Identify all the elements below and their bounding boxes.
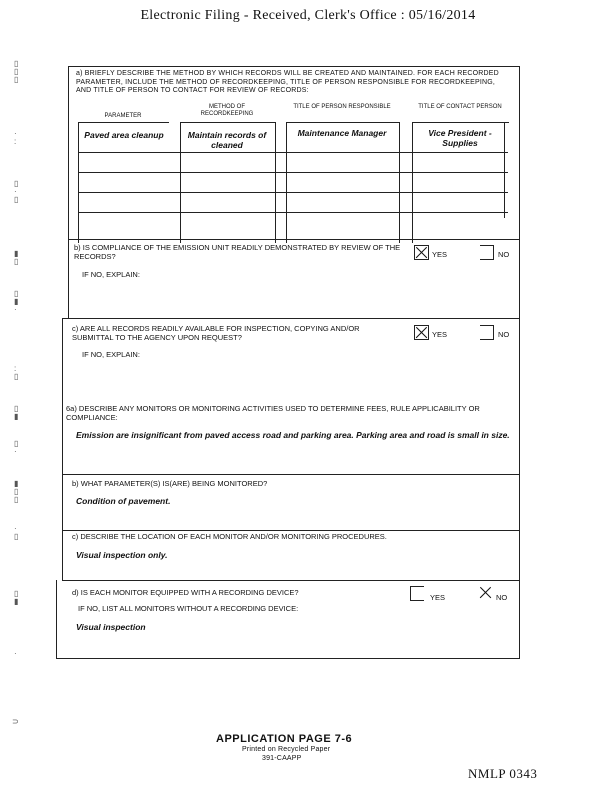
margin-mark: : ▯ bbox=[14, 364, 19, 381]
recording-yes-checkbox[interactable] bbox=[410, 586, 424, 601]
margin-mark: ▯ ▮ bbox=[14, 404, 19, 421]
compliance-yes-checkbox[interactable] bbox=[414, 245, 429, 260]
recording-device-question: d) IS EACH MONITOR EQUIPPED WITH A RECORDING DEVICE? bbox=[72, 588, 299, 597]
recording-no-label: NO bbox=[496, 593, 508, 602]
parameter-value: Paved area cleanup bbox=[84, 130, 164, 140]
records-no-checkbox[interactable] bbox=[480, 325, 494, 340]
compliance-explain-label: IF NO, EXPLAIN: bbox=[82, 270, 140, 279]
records-explain-label: IF NO, EXPLAIN: bbox=[82, 350, 140, 359]
form-code: 391-CAAPP bbox=[262, 755, 302, 762]
parameter-cell bbox=[78, 122, 169, 243]
electronic-filing-header: Electronic Filing - Received, Clerk's Office : 05/16/2014 bbox=[140, 8, 476, 23]
responsible-value: Maintenance Manager bbox=[297, 128, 387, 138]
margin-mark: · bbox=[14, 649, 17, 658]
margin-mark: ▯ ▮ · bbox=[14, 289, 19, 314]
margin-mark: · ▯ bbox=[14, 524, 19, 541]
recycled-paper-note: Printed on Recycled Paper bbox=[242, 746, 331, 753]
margin-mark: ⊃ bbox=[12, 717, 19, 726]
monitored-parameter-answer: Condition of pavement. bbox=[76, 496, 171, 506]
records-no-label: NO bbox=[498, 330, 510, 339]
monitoring-activities-answer: Emission are insignificant from paved access road and parking area. Parking area and road is small in size. bbox=[76, 430, 510, 440]
compliance-review-question: b) IS COMPLIANCE OF THE EMISSION UNIT READILY DEMONSTRATED BY REVIEW OF THE RECORDS? bbox=[74, 243, 401, 261]
table-row-rule bbox=[78, 152, 508, 153]
responsible-cell bbox=[286, 122, 400, 243]
margin-mark: ▯ · ▯ bbox=[14, 179, 19, 204]
recordkeeping-question: a) BRIEFLY DESCRIBE THE METHOD BY WHICH RECORDS WILL BE CREATED AND MAINTAINED. FOR EACH RECORDED PARAMETER, INCLUDE THE METHOD OF RECORDKEEPING, TITLE OF PERSON RESPONSIBLE FOR RECORDKEEPING, AND TITLE OF PERSON TO CONTACT FOR REVIEW OF RECORDS: bbox=[76, 70, 499, 94]
records-available-question: c) ARE ALL RECORDS READILY AVAILABLE FOR INSPECTION, COPYING AND/OR SUBMITTAL TO THE AGENCY UPON REQUEST? bbox=[72, 324, 360, 342]
margin-mark: ▮ ▯ bbox=[14, 249, 19, 266]
column-header-responsible: TITLE OF PERSON RESPONSIBLE bbox=[293, 104, 391, 110]
table-row-rule bbox=[78, 172, 508, 173]
compliance-no-label: NO bbox=[498, 250, 510, 259]
bates-stamp: NMLP 0343 bbox=[468, 766, 538, 781]
records-yes-checkbox[interactable] bbox=[414, 325, 429, 340]
margin-mark: · : bbox=[14, 129, 17, 146]
application-page-label: APPLICATION PAGE 7-6 bbox=[216, 733, 353, 745]
column-header-parameter: PARAMETER bbox=[104, 113, 142, 119]
table-row-rule bbox=[78, 192, 508, 193]
monitoring-activities-question: 6a) DESCRIBE ANY MONITORS OR MONITORING ACTIVITIES USED TO DETERMINE FEES, RULE APPLICABILITY OR COMPLIANCE: bbox=[66, 404, 480, 422]
recording-device-list-prompt: IF NO, LIST ALL MONITORS WITHOUT A RECORDING DEVICE: bbox=[78, 604, 299, 613]
compliance-yes-label: YES bbox=[432, 250, 448, 259]
monitored-parameter-question: b) WHAT PARAMETER(S) IS(ARE) BEING MONITORED? bbox=[72, 479, 268, 488]
recording-yes-label: YES bbox=[430, 593, 446, 602]
margin-mark: ▯ ▯ ▯ bbox=[14, 59, 19, 84]
column-header-contact: TITLE OF CONTACT PERSON bbox=[418, 104, 502, 110]
method-value: Maintain records of cleaned bbox=[187, 130, 267, 150]
margin-mark: ▯ · bbox=[14, 439, 19, 456]
monitor-location-question: c) DESCRIBE THE LOCATION OF EACH MONITOR AND/OR MONITORING PROCEDURES. bbox=[72, 532, 387, 541]
column-header-method: METHOD OF RECORDKEEPING bbox=[200, 104, 254, 117]
compliance-no-checkbox[interactable] bbox=[480, 245, 494, 260]
contact-value: Vice President - Supplies bbox=[428, 128, 492, 148]
margin-mark: ▯ ▮ bbox=[14, 589, 19, 606]
recording-device-answer: Visual inspection bbox=[76, 622, 146, 632]
monitor-location-answer: Visual inspection only. bbox=[76, 550, 168, 560]
records-yes-label: YES bbox=[432, 330, 448, 339]
margin-mark: ▮ ▯ ▯ bbox=[14, 479, 19, 504]
table-row-rule bbox=[78, 212, 508, 213]
contact-right-rule bbox=[504, 122, 505, 218]
recording-no-checkbox[interactable] bbox=[479, 586, 492, 599]
